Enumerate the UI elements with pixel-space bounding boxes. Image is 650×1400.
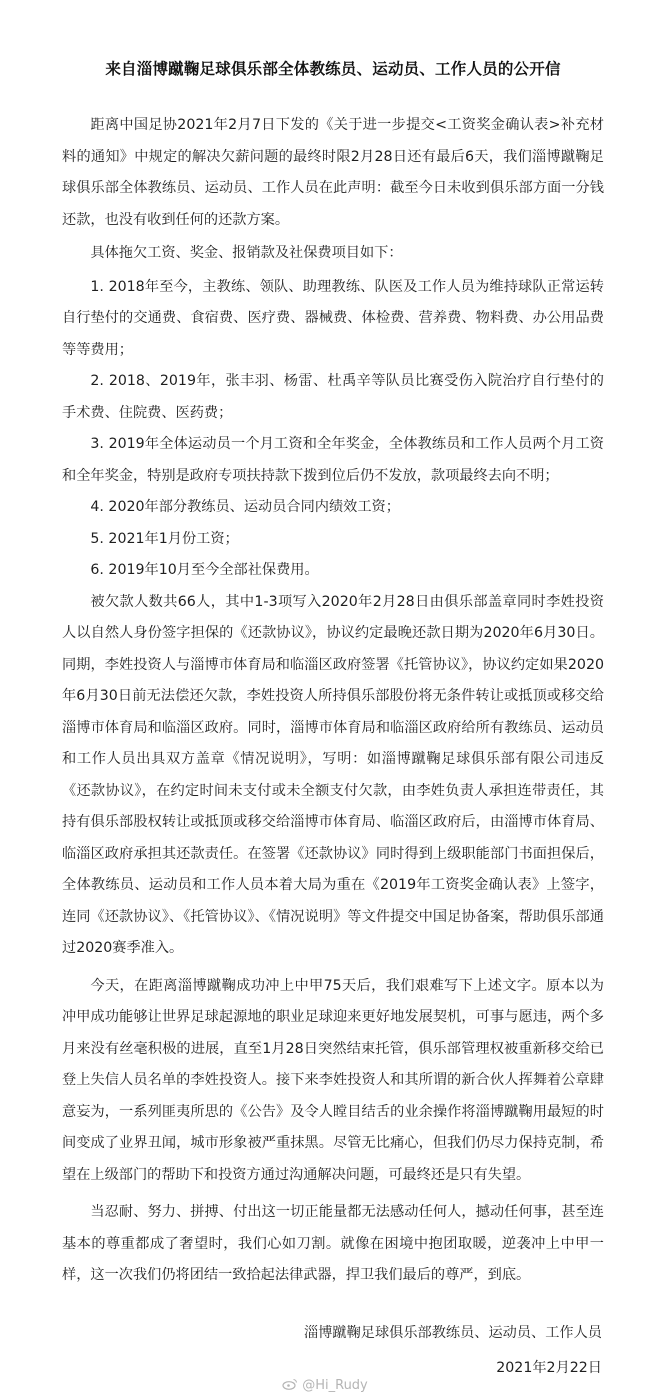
paragraph-today: 今天，在距离淄博蹴鞠成功冲上中甲75天后，我们艰难写下上述文字。原本以为冲甲成功能够让世界足球起源地的职业足球迎来更好地发展契机，可事与愿违，两个多月来没有丝毫积极的进展，直至1月28日突然结束托管，俱乐部管理权被重新移交给已登上失信人员名单的李姓投资人。接下来李姓投资人和其所谓的新合伙人挥舞着公章肆意妄为，一系列匪夷所思的《公告》及令人瞠目结舌的业余操作将淄博蹴鞠用最短的时间变成了业界丑闻，城市形象被严重抹黑。尽管无比痛心，但我们仍尽力保持克制，希望在上级部门的帮助下和投资方通过沟通解决问题，可最终还是只有失望。 — [62, 977, 604, 1183]
list-item: 5. 2021年1月份工资； — [90, 530, 239, 547]
letter-title: 来自淄博蹴鞠足球俱乐部全体教练员、运动员、工作人员的公开信 — [105, 60, 561, 78]
letter-body — [62, 110, 604, 1292]
paragraph-closing: 当忍耐、努力、拼搏、付出这一切正能量都无法感动任何人，撼动任何事，甚至连基本的尊重都成了奢望时，我们心如刀割。就像在困境中抱团取暖，逆袭冲上中甲一样，这一次我们仍将团结一致拾起法律武器，捍卫我们最后的尊严，到底。 — [62, 1204, 604, 1283]
paragraph-items-heading: 具体拖欠工资、奖金、报销款及社保费项目如下： — [90, 245, 403, 261]
list-item: 2. 2018、2019年，张丰羽、杨雷、杜禹辛等队员比赛受伤入院治疗自行垫付的手术费、住院费、医药费； — [62, 373, 604, 421]
list-item: 4. 2020年部分教练员、运动员合同内绩效工资； — [90, 499, 400, 515]
signature-org: 淄博蹴鞠足球俱乐部教练员、运动员、工作人员 — [304, 1324, 602, 1341]
watermark — [0, 1378, 650, 1393]
paragraph-agreement: 被欠款人数共66人，其中1-3项写入2020年2月28日由俱乐部盖章同时李姓投资人以自然人身份签字担保的《还款协议》，协议约定最晚还款日期为2020年6月30日。同期，李姓投资人与淄博市体育局和临淄区政府签署《托管协议》，协议约定如果2020年6月30日前无法偿还欠款，李姓投资人所持俱乐部股份将无条件转让或抵顶或移交给淄博市体育局和临淄区政府。同时，淄博市体育局和临淄区政府给所有教练员、运动员和工作人员出具双方盖章《情况说明》，写明：如淄博蹴鞠足球俱乐部有限公司违反《还款协议》，在约定时间未支付或未全额支付欠款，由李姓负责人承担连带责任，其持有俱乐部股权转让或抵顶或移交给淄博市体育局、临淄区政府后，由淄博市体育局、临淄区政府承担其还款责任。在签署《还款协议》同时得到上级职能部门书面担保后，全体教练员、运动员和工作人员本着大局为重在《2019年工资奖金确认表》上签字，连同《还款协议》、《托管协议》、《情况说明》等文件提交中国足协备案，帮助俱乐部通过2020赛季准入。 — [62, 593, 604, 956]
list-item: 3. 2019年全体运动员一个月工资和全年奖金，全体教练员和工作人员两个月工资和全年奖金，特别是政府专项扶持款下拨到位后仍不发放，款项最终去向不明； — [62, 436, 604, 484]
signature-block — [62, 1318, 604, 1385]
watermark-handle: @Hi_Rudy — [302, 1378, 368, 1393]
paragraph-intro: 距离中国足协2021年2月7日下发的《关于进一步提交<工资奖金确认表>补充材料的通知》中规定的解决欠薪问题的最终时限2月28日还有最后6天，我们淄博蹴鞠足球俱乐部全体教练员、运动员、工作人员在此声明：截至今日未收到俱乐部方面一分钱还款，也没有收到任何的还款方案。 — [62, 117, 604, 228]
weibo-icon — [282, 1378, 298, 1390]
list-item: 6. 2019年10月至今全部社保费用。 — [90, 562, 319, 578]
list-item: 1. 2018年至今，主教练、领队、助理教练、队医及工作人员为维持球队正常运转自行垫付的交通费、食宿费、医疗费、器械费、体检费、营养费、物料费、办公用品费等等费用； — [62, 278, 604, 358]
signature-date: 2021年2月22日 — [496, 1360, 602, 1376]
